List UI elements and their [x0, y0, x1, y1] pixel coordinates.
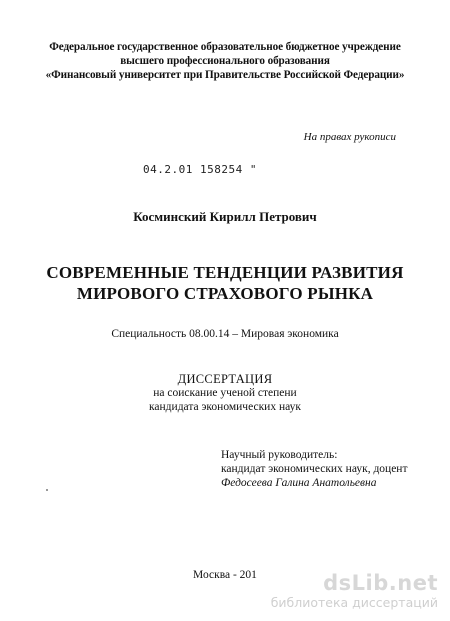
- scan-speck: [46, 489, 48, 491]
- degree-line-2: кандидата экономических наук: [149, 401, 301, 413]
- institution-line-2: высшего профессионального образования: [120, 55, 330, 67]
- watermark-subtitle: библиотека диссертаций: [270, 595, 438, 610]
- specialty-line: Специальность 08.00.14 – Мировая экономика: [111, 328, 339, 340]
- archive-code: 04.2.01 158254 ": [143, 163, 257, 176]
- watermark: [271, 571, 438, 611]
- institution-block: [0, 40, 450, 82]
- title-line-1: СОВРЕМЕННЫЕ ТЕНДЕНЦИИ РАЗВИТИЯ: [46, 263, 404, 282]
- author-name: Косминский Кирилл Петрович: [133, 209, 317, 224]
- institution-line-1: Федеральное государственное образовательное бюджетное учреждение: [49, 41, 401, 53]
- dissertation-degree-block: [0, 372, 450, 414]
- manuscript-rights-note: На правах рукописи: [303, 131, 396, 143]
- supervisor-block: [221, 448, 408, 490]
- supervisor-name: Федосеева Галина Анатольевна: [221, 477, 377, 489]
- supervisor-label: Научный руководитель:: [221, 449, 338, 461]
- watermark-logo: dsLib.net: [323, 571, 438, 595]
- supervisor-degree: кандидат экономических наук, доцент: [221, 463, 408, 475]
- title-line-2: МИРОВОГО СТРАХОВОГО РЫНКА: [76, 284, 374, 303]
- city-year: Москва - 201: [193, 569, 257, 581]
- institution-line-3: «Финансовый университет при Правительстве Российской Федерации»: [45, 69, 405, 81]
- dissertation-title: [0, 262, 450, 304]
- degree-line-1: на соискание ученой степени: [153, 387, 297, 399]
- dissertation-heading: ДИССЕРТАЦИЯ: [177, 372, 273, 386]
